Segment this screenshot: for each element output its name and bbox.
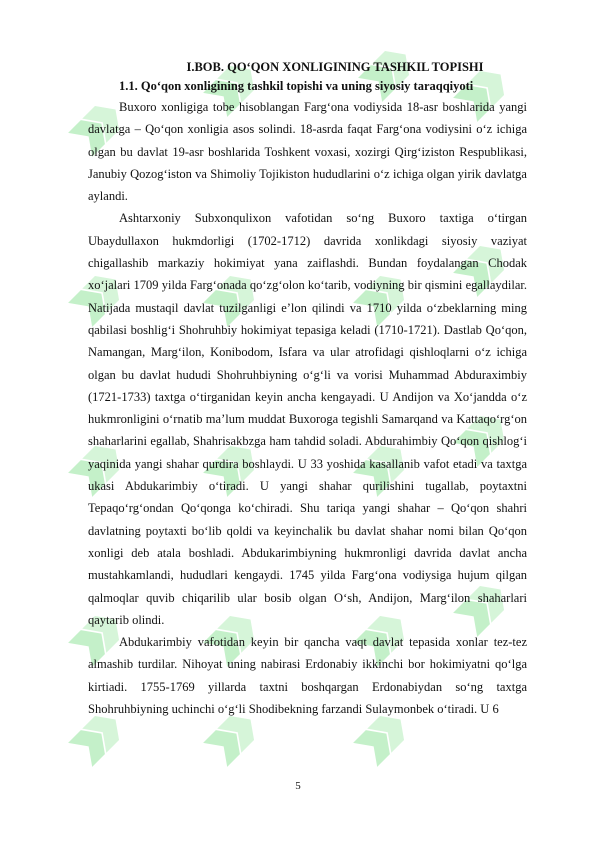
paragraph-1: Buxoro xonligiga tobe hisoblangan Farg‘ona vodiysida 18-asr boshlarida yangi davlatga – Qo‘qon xonligia asos solindi. 18-asrda faqat Farg‘ona vodiysini o‘z ichiga olgan bu davlat 19-asr boshlarida Toshkent voxasi, xozirgi Qirg‘iziston Respublikasi, Janubiy Qozog‘iston va Shimoliy Tojikiston hududlarini o‘z ichiga olgan yirik davlatga aylandi.: [88, 100, 527, 204]
paragraph-2: Ashtarxoniy Subxonqulixon vafotidan so‘ng Buxoro taxtiga o‘tirgan Ubaydullaxon hukmdorligi (1702-1712) davrida xonlikdagi siyosiy vaziyat chigallashib markaziy hokimiyat yana zaiflashdi. Bundan foydalangan Chodak xo‘jalari 1709 yilda Farg‘onada qo‘zg‘olon ko‘tarib, vodiyning bir qismini egallaydilar. Natijada mustaqil davlat tuzilganligi e’lon qilindi va 1710 yilda o‘zbeklarning ming qabilasi boshlig‘i Shohruhbiy hokimiyat tepasiga keladi (1710-1721). Dastlab Qo‘qon, Namangan, Marg‘ilon, Konibodom, Isfara va ular atrofidagi qishloqlarni o‘z ichiga olgan bu davlat hududi Shohruhbiyning o‘g‘li va vorisi Muhammad Abduraximbiy (1721-1733) taxtga o‘tirganidan keyin ancha kengayadi. U Andijon va Xo‘jandda o‘z hukmronligini o‘rnatib ma’lum muddat Buxoroga tegishli Samarqand va Kattaqo‘rg‘on shaharlarini egallab, Shahrisakbzga ham tahdid soladi. Abdurahimbiy Qo‘qon qishlog‘i yaqinida yangi shahar qurdira boshlaydi. U 33 yoshida kasallanib vafot etadi va taxtga ukasi Abdukarimbiy o‘tiradi. U yangi shahar qurilishini tugallab, poytaxtni Tepaqo‘rg‘ondan Qo‘qonga ko‘chiradi. Shu tariqa yangi shahar – Qo‘qon shahri davlatning poytaxti bo‘lib qoldi va keyinchalik bu davlat shahar nomi bilan Qo‘qon xonligi deb atala boshladi. Abdukarimbiyning hukmronligi davrida davlat ancha mustahkamlandi, hududlari kengaydi. 1745 yilda Farg‘ona vodiysiga hujum qilgan qalmoqlar quvib chiqarilib ular bosib olgan O‘sh, Andijon, Marg‘ilon shaharlari qaytarib olindi.: [88, 211, 527, 627]
page-number: 5: [295, 780, 301, 792]
page-content: [88, 58, 527, 720]
paragraph-3: Abdukarimbiy vafotidan keyin bir qancha vaqt davlat tepasida xonlar tez-tez almashib turdilar. Nihoyat uning nabirasi Erdonabiy ikkinchi bor hokimiyatni qo‘lga kirtiadi. 1755-1769 yillarda taxtni boshqargan Erdonabiydan so‘ng taxtga Shohruhbiyning uchinchi o‘g‘li Shodibekning farzandi Sulaymonbek o‘tiradi. U 6: [88, 635, 527, 717]
section-title: 1.1. Qo‘qon xonligining tashkil topishi va uning siyosiy taraqqiyoti: [119, 79, 474, 93]
chapter-title: I.BOB. QO‘QON XONLIGINING TASHKIL TOPISHI: [186, 60, 484, 74]
